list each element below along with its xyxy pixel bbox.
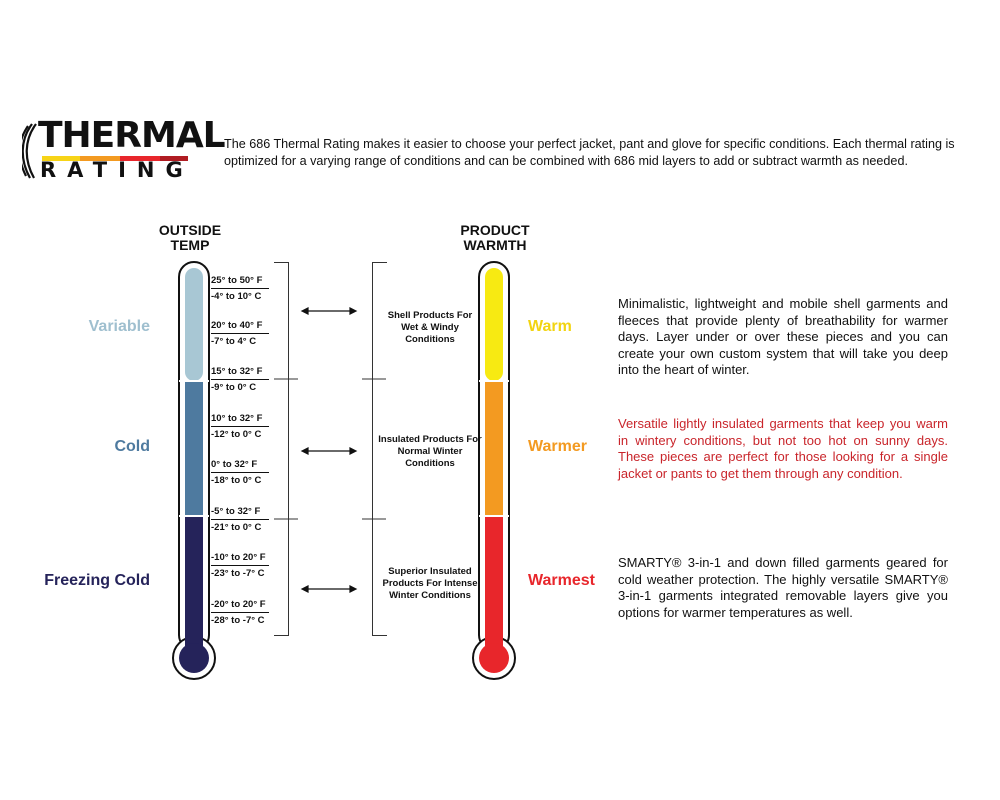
- arrows: [302, 308, 356, 592]
- outside-freezing-segment: [185, 516, 203, 650]
- temp-range: 20° to 40° F -7° to 4° C: [205, 318, 277, 349]
- product-bulb: [479, 643, 509, 673]
- outside-cold-segment: [185, 381, 203, 516]
- product-warmth-heading: PRODUCT WARMTH: [460, 222, 530, 253]
- logo-subword: RATING: [40, 158, 194, 182]
- warmth-warm: Warm: [528, 318, 572, 335]
- category-freezing-cold: Freezing Cold: [44, 572, 150, 589]
- category-variable: Variable: [88, 318, 150, 335]
- temp-range: -5° to 32° F -21° to 0° C: [205, 504, 277, 535]
- description-warm: Minimalistic, lightweight and mobile shell garments and fleeces that provide plenty of breathability for warmer days. Layer under or over these pieces and you can create your own custom system that will take you deep into the heart of winter.: [618, 296, 948, 377]
- warmth-warmer: Warmer: [528, 438, 587, 455]
- product-warmer-segment: [485, 381, 503, 516]
- description-warmest: SMARTY® 3-in-1 and down filled garments geared for cold weather protection. The highly versatile SMARTY® 3-in-1 garments integrated removable layers give you options for warmer temperatures as well.: [618, 555, 948, 620]
- product-warmest-segment: [485, 516, 503, 650]
- intro-text: The 686 Thermal Rating makes it easier to choose your perfect jacket, pant and glove for specific conditions. Each thermal rating is optimized for a varying range of conditions and can be combined with 686 mid layers to add or subtract warmth as needed.: [224, 137, 955, 168]
- outside-temp-heading: OUTSIDE TEMP: [158, 222, 222, 253]
- temp-range: 10° to 32° F -12° to 0° C: [205, 411, 277, 442]
- product-superior-insulated: Superior Insulated Products For Intense Winter Conditions: [382, 566, 478, 601]
- temp-range: 15° to 32° F -9° to 0° C: [205, 364, 277, 395]
- temp-range: 25° to 50° F -4° to 10° C: [205, 273, 277, 304]
- product-warm-segment: [485, 268, 503, 381]
- temp-range: -20° to 20° F -28° to -7° C: [205, 597, 277, 628]
- logo-word: THERMAL: [38, 115, 225, 156]
- category-cold: Cold: [114, 438, 150, 455]
- description-warmer: Versatile lightly insulated garments that keep you warm in wintery conditions, but not too hot on sunny days. These pieces are perfect for those looking for a single jacket or pants to get them through any condition.: [618, 416, 948, 481]
- temp-range: -10° to 20° F -23° to -7° C: [205, 550, 277, 581]
- product-shell: Shell Products For Wet & Windy Conditions: [387, 310, 473, 345]
- product-insulated: Insulated Products For Normal Winter Conditions: [378, 434, 482, 469]
- warmth-warmest: Warmest: [528, 572, 595, 589]
- outside-variable-segment: [185, 268, 203, 381]
- temp-range: 0° to 32° F -18° to 0° C: [205, 457, 277, 488]
- outside-bulb: [179, 643, 209, 673]
